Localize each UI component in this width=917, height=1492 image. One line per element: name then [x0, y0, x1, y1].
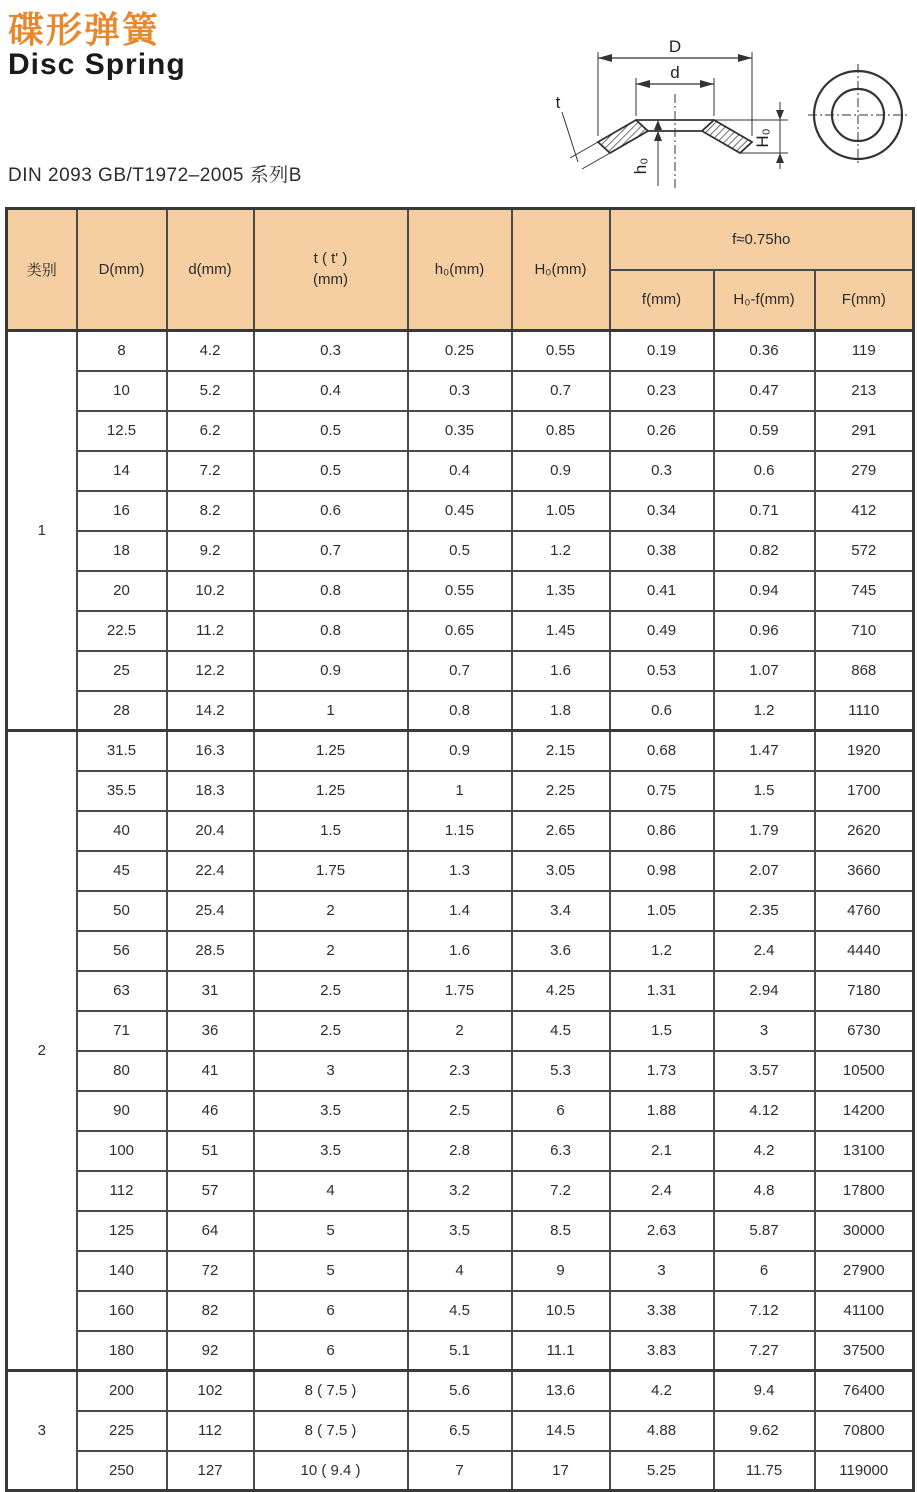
table-cell: 0.59 — [714, 411, 815, 451]
table-row — [7, 1371, 914, 1411]
table-cell: 1 — [408, 771, 512, 811]
table-cell: 1 — [254, 691, 408, 731]
table-row — [7, 451, 914, 491]
table-cell: 46 — [167, 1091, 254, 1131]
table-cell: 5 — [254, 1251, 408, 1291]
table-cell: 7.2 — [167, 451, 254, 491]
header-deflection: f(mm) — [610, 270, 714, 331]
table-row — [7, 1091, 914, 1131]
table-row — [7, 891, 914, 931]
table-cell: 1.05 — [610, 891, 714, 931]
table-cell: 4 — [254, 1171, 408, 1211]
header-thickness-line1: t ( t' ) — [313, 250, 348, 268]
table-cell: 0.3 — [408, 371, 512, 411]
table-cell: 76400 — [815, 1371, 914, 1411]
table-cell: 51 — [167, 1131, 254, 1171]
table-row — [7, 331, 914, 371]
table-cell: 82 — [167, 1291, 254, 1331]
table-cell: 0.6 — [610, 691, 714, 731]
table-cell: 4.2 — [167, 331, 254, 371]
header-height-minus-deflection: H₀-f(mm) — [714, 270, 815, 331]
table-cell: 30000 — [815, 1211, 914, 1251]
table-cell: 5.2 — [167, 371, 254, 411]
table-cell: 2620 — [815, 811, 914, 851]
table-cell: 3.57 — [714, 1051, 815, 1091]
table-cell: 0.36 — [714, 331, 815, 371]
table-cell: 4 — [408, 1251, 512, 1291]
table-cell: 2.5 — [254, 1011, 408, 1051]
table-row — [7, 1251, 914, 1291]
table-cell: 1.35 — [512, 571, 610, 611]
table-cell: 2 — [254, 931, 408, 971]
table-cell: 2 — [254, 891, 408, 931]
table-cell: 2.4 — [610, 1171, 714, 1211]
table-cell: 0.4 — [254, 371, 408, 411]
table-cell: 0.55 — [408, 571, 512, 611]
table-cell: 17800 — [815, 1171, 914, 1211]
header-deflection-span: f≈0.75ho — [610, 209, 914, 270]
table-cell: 2.63 — [610, 1211, 714, 1251]
table-cell: 1.75 — [408, 971, 512, 1011]
table-cell: 0.7 — [254, 531, 408, 571]
table-cell: 0.26 — [610, 411, 714, 451]
table-cell: 1.2 — [610, 931, 714, 971]
table-cell: 1.5 — [714, 771, 815, 811]
table-cell: 1.07 — [714, 651, 815, 691]
table-cell: 2.5 — [254, 971, 408, 1011]
table-cell: 10 ( 9.4 ) — [254, 1451, 408, 1491]
table-cell: 1.2 — [512, 531, 610, 571]
table-cell: 0.3 — [610, 451, 714, 491]
table-cell: 2.3 — [408, 1051, 512, 1091]
table-cell: 17 — [512, 1451, 610, 1491]
table-row — [7, 611, 914, 651]
table-cell: 10.5 — [512, 1291, 610, 1331]
table-cell: 10.2 — [167, 571, 254, 611]
table-cell: 0.75 — [610, 771, 714, 811]
table-cell: 0.98 — [610, 851, 714, 891]
table-cell: 0.47 — [714, 371, 815, 411]
table-cell: 41 — [167, 1051, 254, 1091]
table-cell: 112 — [77, 1171, 167, 1211]
table-cell: 0.8 — [408, 691, 512, 731]
table-cell: 10500 — [815, 1051, 914, 1091]
table-cell: 4.5 — [408, 1291, 512, 1331]
table-cell: 4.12 — [714, 1091, 815, 1131]
dim-label-D: D — [668, 37, 682, 56]
table-cell: 57 — [167, 1171, 254, 1211]
table-cell: 3.5 — [254, 1131, 408, 1171]
table-cell: 70800 — [815, 1411, 914, 1451]
table-cell: 572 — [815, 531, 914, 571]
table-cell: 9 — [512, 1251, 610, 1291]
table-row — [7, 971, 914, 1011]
table-cell: 710 — [815, 611, 914, 651]
table-cell: 3 — [254, 1051, 408, 1091]
table-cell: 0.68 — [610, 731, 714, 771]
table-cell: 180 — [77, 1331, 167, 1371]
table-cell: 27900 — [815, 1251, 914, 1291]
header-free-height: H₀(mm) — [512, 209, 610, 331]
table-cell: 1.73 — [610, 1051, 714, 1091]
table-cell: 11.1 — [512, 1331, 610, 1371]
table-cell: 1920 — [815, 731, 914, 771]
table-row — [7, 851, 914, 891]
dim-label-t: t — [555, 93, 561, 112]
table-cell: 8 ( 7.5 ) — [254, 1371, 408, 1411]
group-label: 1 — [7, 331, 77, 731]
table-cell: 9.4 — [714, 1371, 815, 1411]
table-cell: 0.55 — [512, 331, 610, 371]
table-cell: 2.35 — [714, 891, 815, 931]
table-cell: 0.82 — [714, 531, 815, 571]
table-cell: 56 — [77, 931, 167, 971]
table-cell: 1.25 — [254, 771, 408, 811]
table-cell: 0.34 — [610, 491, 714, 531]
table-cell: 3.4 — [512, 891, 610, 931]
table-cell: 291 — [815, 411, 914, 451]
table-cell: 0.38 — [610, 531, 714, 571]
table-cell: 2.4 — [714, 931, 815, 971]
table-cell: 3.2 — [408, 1171, 512, 1211]
table-cell: 18 — [77, 531, 167, 571]
table-cell: 0.9 — [512, 451, 610, 491]
top-view — [808, 64, 908, 166]
table-cell: 6.3 — [512, 1131, 610, 1171]
table-row — [7, 651, 914, 691]
table-cell: 6 — [254, 1331, 408, 1371]
table-cell: 5.25 — [610, 1451, 714, 1491]
table-cell: 4440 — [815, 931, 914, 971]
table-cell: 0.86 — [610, 811, 714, 851]
table-cell: 3.5 — [408, 1211, 512, 1251]
table-row — [7, 1291, 914, 1331]
table-cell: 0.9 — [254, 651, 408, 691]
header-inner-diameter: d(mm) — [167, 209, 254, 331]
table-row — [7, 411, 914, 451]
table-cell: 16.3 — [167, 731, 254, 771]
table-cell: 0.94 — [714, 571, 815, 611]
table-cell: 0.7 — [408, 651, 512, 691]
table-cell: 112 — [167, 1411, 254, 1451]
table-cell: 119 — [815, 331, 914, 371]
table-cell: 7.12 — [714, 1291, 815, 1331]
table-body — [7, 331, 914, 1491]
table-cell: 8 — [77, 331, 167, 371]
table-cell: 3.5 — [254, 1091, 408, 1131]
table-cell: 1110 — [815, 691, 914, 731]
table-cell: 3 — [714, 1011, 815, 1051]
table-cell: 1.15 — [408, 811, 512, 851]
table-cell: 1.5 — [254, 811, 408, 851]
table-cell: 50 — [77, 891, 167, 931]
table-cell: 0.8 — [254, 571, 408, 611]
table-row — [7, 1131, 914, 1171]
table-cell: 9.62 — [714, 1411, 815, 1451]
table-cell: 0.23 — [610, 371, 714, 411]
table-cell: 0.41 — [610, 571, 714, 611]
table-cell: 3660 — [815, 851, 914, 891]
disc-spring-diagram — [540, 36, 917, 200]
table-cell: 745 — [815, 571, 914, 611]
table-cell: 0.19 — [610, 331, 714, 371]
table-cell: 45 — [77, 851, 167, 891]
table-cell: 0.7 — [512, 371, 610, 411]
table-cell: 225 — [77, 1411, 167, 1451]
table-cell: 3.83 — [610, 1331, 714, 1371]
table-cell: 4.2 — [610, 1371, 714, 1411]
table-cell: 18.3 — [167, 771, 254, 811]
table-cell: 1.8 — [512, 691, 610, 731]
table-cell: 6.2 — [167, 411, 254, 451]
table-cell: 6.5 — [408, 1411, 512, 1451]
table-cell: 36 — [167, 1011, 254, 1051]
table-row — [7, 531, 914, 571]
table-cell: 5.6 — [408, 1371, 512, 1411]
table-row — [7, 491, 914, 531]
table-cell: 250 — [77, 1451, 167, 1491]
table-cell: 2.65 — [512, 811, 610, 851]
table-cell: 9.2 — [167, 531, 254, 571]
table-cell: 4.8 — [714, 1171, 815, 1211]
table-cell: 119000 — [815, 1451, 914, 1491]
group-label: 2 — [7, 731, 77, 1371]
table-cell: 72 — [167, 1251, 254, 1291]
table-row — [7, 1051, 914, 1091]
table-cell: 6 — [714, 1251, 815, 1291]
table-cell: 8.5 — [512, 1211, 610, 1251]
table-cell: 8 ( 7.5 ) — [254, 1411, 408, 1451]
table-cell: 2.25 — [512, 771, 610, 811]
table-cell: 31.5 — [77, 731, 167, 771]
table-cell: 2.15 — [512, 731, 610, 771]
table-cell: 11.2 — [167, 611, 254, 651]
table-cell: 5 — [254, 1211, 408, 1251]
table-cell: 1.47 — [714, 731, 815, 771]
table-cell: 127 — [167, 1451, 254, 1491]
table-cell: 1.05 — [512, 491, 610, 531]
table-cell: 2.5 — [408, 1091, 512, 1131]
table-row — [7, 691, 914, 731]
table-cell: 2.94 — [714, 971, 815, 1011]
header-thickness — [254, 209, 408, 331]
table-cell: 4.88 — [610, 1411, 714, 1451]
table-cell: 412 — [815, 491, 914, 531]
table-cell: 0.3 — [254, 331, 408, 371]
table-cell: 3.6 — [512, 931, 610, 971]
table-cell: 1.25 — [254, 731, 408, 771]
table-cell: 41100 — [815, 1291, 914, 1331]
table-cell: 0.5 — [254, 451, 408, 491]
header-cone-height: h₀(mm) — [408, 209, 512, 331]
table-cell: 11.75 — [714, 1451, 815, 1491]
table-cell: 0.96 — [714, 611, 815, 651]
table-cell: 0.4 — [408, 451, 512, 491]
table-cell: 4.25 — [512, 971, 610, 1011]
table-cell: 4.2 — [714, 1131, 815, 1171]
table-cell: 25.4 — [167, 891, 254, 931]
table-cell: 13100 — [815, 1131, 914, 1171]
table-cell: 25 — [77, 651, 167, 691]
header-thickness-line2: (mm) — [313, 270, 348, 288]
table-cell: 4.5 — [512, 1011, 610, 1051]
group-label: 3 — [7, 1371, 77, 1491]
table-cell: 0.9 — [408, 731, 512, 771]
table-cell: 1.2 — [714, 691, 815, 731]
table-cell: 0.6 — [714, 451, 815, 491]
table-cell: 1700 — [815, 771, 914, 811]
table-cell: 1.6 — [408, 931, 512, 971]
table-cell: 20 — [77, 571, 167, 611]
table-cell: 0.65 — [408, 611, 512, 651]
table-cell: 0.6 — [254, 491, 408, 531]
table-cell: 1.45 — [512, 611, 610, 651]
table-cell: 2.8 — [408, 1131, 512, 1171]
header-force: F(mm) — [815, 270, 914, 331]
page-title-chinese: 碟形弹簧 — [8, 9, 161, 50]
table-cell: 1.5 — [610, 1011, 714, 1051]
table-cell: 1.88 — [610, 1091, 714, 1131]
table-cell: 28 — [77, 691, 167, 731]
table-cell: 0.49 — [610, 611, 714, 651]
table-row — [7, 771, 914, 811]
dim-label-h0: h₀ — [631, 157, 650, 175]
dim-label-H0: H₀ — [753, 128, 772, 148]
table-cell: 0.85 — [512, 411, 610, 451]
table-cell: 5.1 — [408, 1331, 512, 1371]
table-cell: 4760 — [815, 891, 914, 931]
table-cell: 0.53 — [610, 651, 714, 691]
table-row — [7, 1171, 914, 1211]
table-header — [7, 209, 914, 331]
table-row — [7, 1011, 914, 1051]
header-category: 类别 — [7, 209, 77, 331]
table-cell: 3.05 — [512, 851, 610, 891]
page-title-english: Disc Spring — [8, 48, 186, 81]
table-row — [7, 571, 914, 611]
table-cell: 1.3 — [408, 851, 512, 891]
table-row — [7, 811, 914, 851]
table-cell: 7 — [408, 1451, 512, 1491]
table-cell: 3.38 — [610, 1291, 714, 1331]
header-outer-diameter: D(mm) — [77, 209, 167, 331]
table-cell: 1.79 — [714, 811, 815, 851]
table-cell: 37500 — [815, 1331, 914, 1371]
table-cell: 13.6 — [512, 1371, 610, 1411]
table-cell: 31 — [167, 971, 254, 1011]
table-cell: 5.3 — [512, 1051, 610, 1091]
table-cell: 14.2 — [167, 691, 254, 731]
table-cell: 0.5 — [254, 411, 408, 451]
table-row — [7, 1451, 914, 1491]
table-cell: 64 — [167, 1211, 254, 1251]
standard-reference: DIN 2093 GB/T1972–2005 系列B — [8, 165, 302, 186]
table-cell: 2.1 — [610, 1131, 714, 1171]
table-row — [7, 371, 914, 411]
table-cell: 14 — [77, 451, 167, 491]
table-cell: 125 — [77, 1211, 167, 1251]
table-cell: 868 — [815, 651, 914, 691]
table-cell: 0.45 — [408, 491, 512, 531]
table-cell: 14.5 — [512, 1411, 610, 1451]
table-cell: 90 — [77, 1091, 167, 1131]
table-cell: 63 — [77, 971, 167, 1011]
table-cell: 0.71 — [714, 491, 815, 531]
table-cell: 6 — [512, 1091, 610, 1131]
table-cell: 0.8 — [254, 611, 408, 651]
table-cell: 12.2 — [167, 651, 254, 691]
table-cell: 16 — [77, 491, 167, 531]
table-cell: 1.31 — [610, 971, 714, 1011]
table-cell: 7180 — [815, 971, 914, 1011]
table-cell: 0.25 — [408, 331, 512, 371]
table-row — [7, 1211, 914, 1251]
table-cell: 12.5 — [77, 411, 167, 451]
table-cell: 20.4 — [167, 811, 254, 851]
table-cell: 279 — [815, 451, 914, 491]
table-cell: 7.2 — [512, 1171, 610, 1211]
table-cell: 28.5 — [167, 931, 254, 971]
table-cell: 80 — [77, 1051, 167, 1091]
table-cell: 10 — [77, 371, 167, 411]
table-cell: 140 — [77, 1251, 167, 1291]
table-cell: 1.4 — [408, 891, 512, 931]
table-cell: 102 — [167, 1371, 254, 1411]
table-cell: 8.2 — [167, 491, 254, 531]
table-cell: 92 — [167, 1331, 254, 1371]
dim-label-d: d — [670, 63, 680, 82]
spec-table — [5, 207, 915, 1492]
table-cell: 2.07 — [714, 851, 815, 891]
table-cell: 200 — [77, 1371, 167, 1411]
table-row — [7, 1331, 914, 1371]
table-cell: 1.6 — [512, 651, 610, 691]
table-cell: 1.75 — [254, 851, 408, 891]
table-cell: 14200 — [815, 1091, 914, 1131]
table-row — [7, 731, 914, 771]
table-cell: 35.5 — [77, 771, 167, 811]
table-cell: 40 — [77, 811, 167, 851]
table-cell: 0.35 — [408, 411, 512, 451]
table-cell: 213 — [815, 371, 914, 411]
table-cell: 160 — [77, 1291, 167, 1331]
table-cell: 6 — [254, 1291, 408, 1331]
table-cell: 100 — [77, 1131, 167, 1171]
table-cell: 0.5 — [408, 531, 512, 571]
table-cell: 6730 — [815, 1011, 914, 1051]
table-cell: 71 — [77, 1011, 167, 1051]
table-cell: 5.87 — [714, 1211, 815, 1251]
table-cell: 3 — [610, 1251, 714, 1291]
table-cell: 2 — [408, 1011, 512, 1051]
table-row — [7, 1411, 914, 1451]
table-cell: 22.4 — [167, 851, 254, 891]
table-row — [7, 931, 914, 971]
table-cell: 7.27 — [714, 1331, 815, 1371]
table-cell: 22.5 — [77, 611, 167, 651]
